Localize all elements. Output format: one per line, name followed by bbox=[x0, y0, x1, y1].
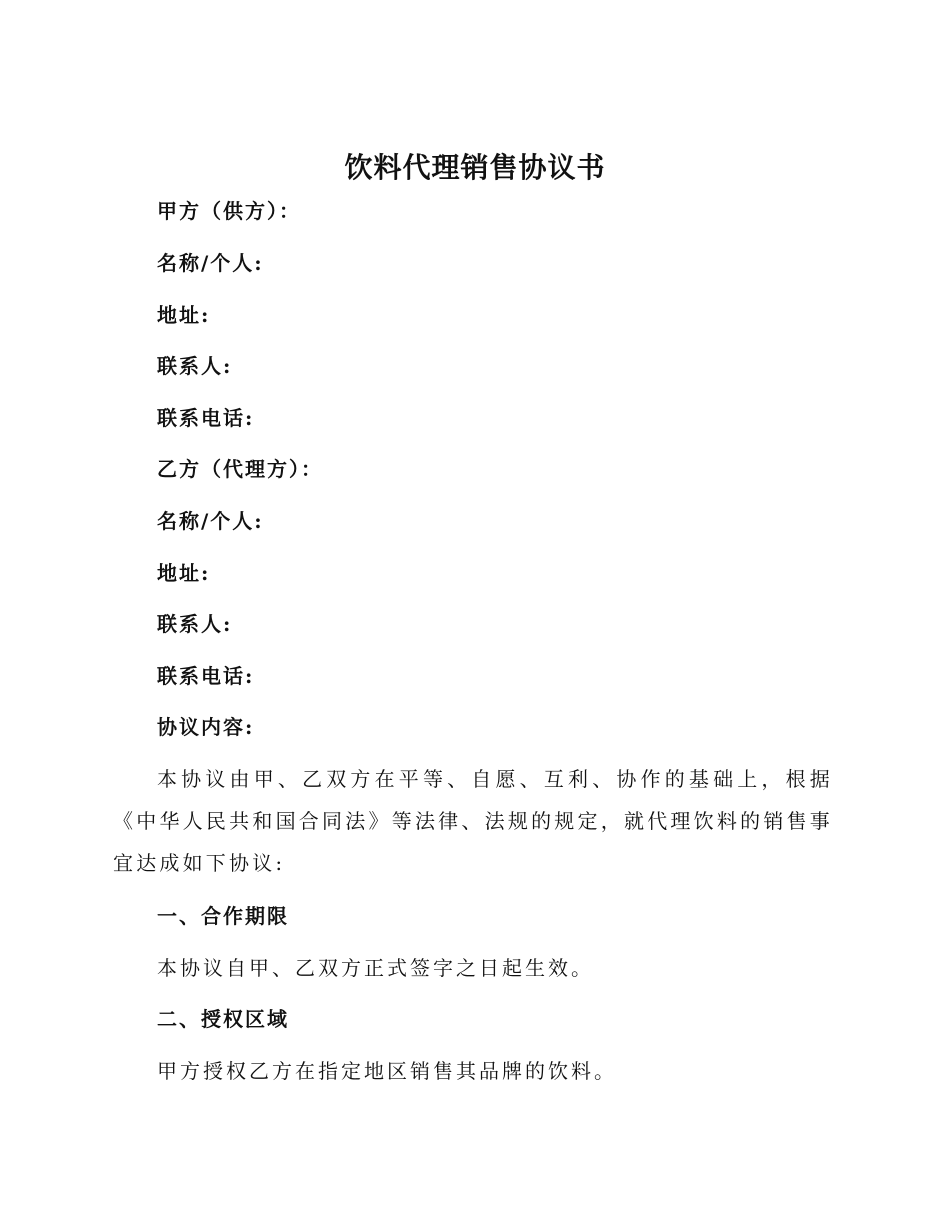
section-heading-region: 二、授权区域 bbox=[157, 1007, 289, 1031]
party-a-contact-label: 联系人: bbox=[157, 354, 233, 378]
document-title: 饮料代理销售协议书 bbox=[344, 151, 606, 184]
party-a-address-label: 地址: bbox=[157, 303, 211, 327]
party-a-phone-label: 联系电话: bbox=[157, 406, 255, 430]
party-a-heading: 甲方（供方）： bbox=[157, 199, 301, 223]
party-b-contact-label: 联系人: bbox=[157, 612, 233, 636]
section-text-term: 本协议自甲、乙双方正式签字之日起生效。 bbox=[157, 956, 594, 980]
party-b-address-label: 地址: bbox=[157, 561, 211, 585]
intro-paragraph: 本协议由甲、乙双方在平等、自愿、互利、协作的基础上，根据《中华人民共和国合同法》等法律、法规的规定，就代理饮料的销售事宜达成如下协议: bbox=[113, 767, 833, 875]
party-b-name-label: 名称/个人: bbox=[157, 509, 264, 533]
party-b-heading: 乙方（代理方）： bbox=[157, 457, 323, 481]
party-b-phone-label: 联系电话: bbox=[157, 664, 255, 688]
section-text-region: 甲方授权乙方在指定地区销售其品牌的饮料。 bbox=[157, 1059, 617, 1083]
content-heading: 协议内容: bbox=[157, 715, 255, 739]
section-heading-term: 一、合作期限 bbox=[157, 904, 289, 928]
party-a-name-label: 名称/个人: bbox=[157, 251, 264, 275]
